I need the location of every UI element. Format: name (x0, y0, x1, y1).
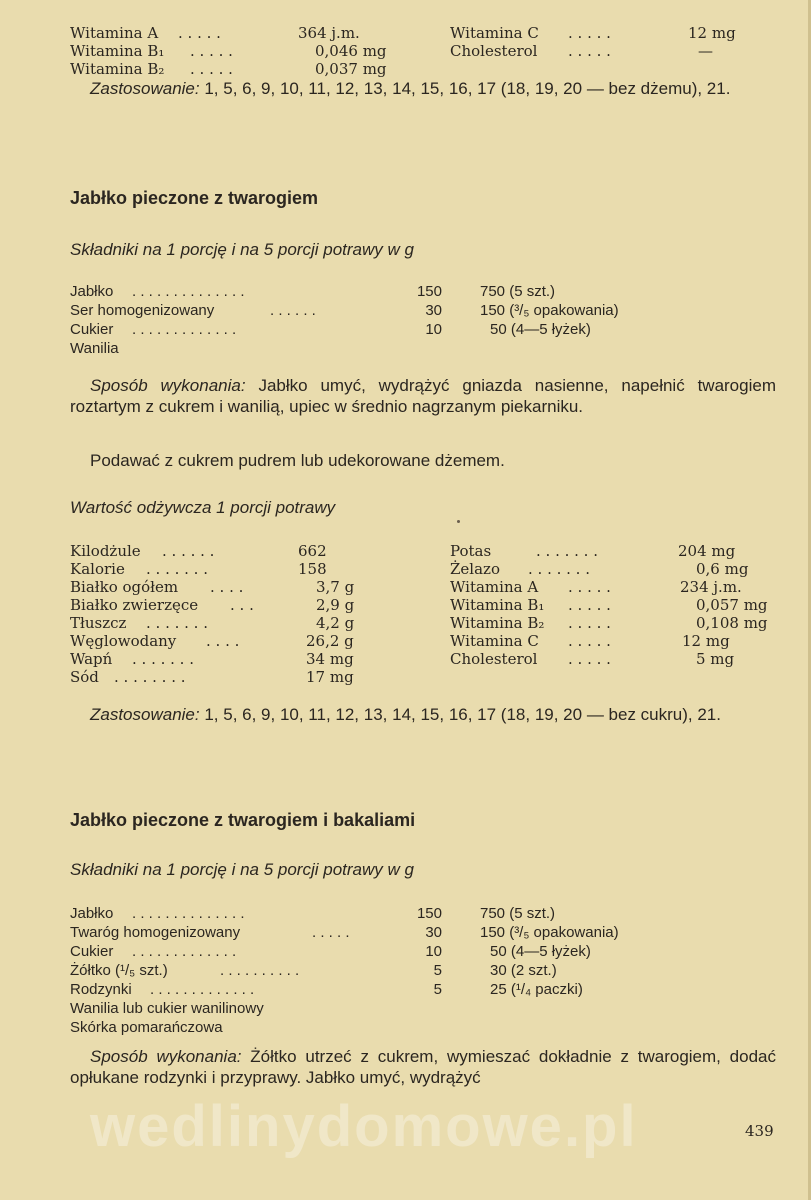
nutrient-value: 0,6 mg (696, 560, 749, 578)
nutrient-value: — (698, 42, 713, 60)
nutrient-value: 34 mg (306, 650, 354, 668)
nutrient-label: Tłuszcz (70, 614, 127, 632)
ingredient-dots: . . . . . (312, 924, 350, 941)
ingredient-grams-5: 750 (5 szt.) (480, 905, 556, 922)
ingredient-row (70, 320, 670, 339)
ingredient-row (70, 1018, 670, 1037)
usage-text: 1, 5, 6, 9, 10, 11, 12, 13, 14, 15, 16, 17 (18, 19, 20 — bez dżemu), 21. (199, 79, 731, 98)
ingredient-grams-5: 750 (5 szt.) (480, 283, 556, 300)
recipe1-method-paragraph (70, 375, 776, 417)
usage-text: 1, 5, 6, 9, 10, 11, 12, 13, 14, 15, 16, 17 (18, 19, 20 — bez cukru), 21. (199, 705, 721, 724)
nutrient-label: Białko zwierzęce (70, 596, 199, 614)
ingredient-grams-1: 30 (425, 302, 442, 319)
nutrient-label: Węglowodany (70, 632, 177, 650)
nutrient-label: Cholesterol (450, 650, 538, 668)
method-text: Jabłko umyć, wydrążyć gniazda nasienne, napełnić twarogiem roztartym z cukrem i wanilią, upiec w średnio nagrzanym piekarniku. (70, 376, 776, 416)
nutrition-row (70, 632, 770, 650)
nutrient-dots: . . . . . (568, 42, 611, 60)
recipe1-nutrition-table (70, 542, 770, 686)
ingredient-name: Żółtko (¹/₅ szt.) (70, 962, 168, 979)
method-text: Żółtko utrzeć z cukrem, wymieszać dokładnie z twarogiem, dodać opłukane rodzynki i przyprawy. Jabłko umyć, wydrążyć (70, 1047, 776, 1087)
nutrient-label: Potas (450, 542, 492, 560)
recipe2-ingredients-table (70, 904, 670, 1037)
nutrient-label: Witamina C (450, 632, 539, 650)
nutrient-dots: . . . . . . (162, 542, 215, 560)
top-nutrition-row (70, 60, 740, 78)
nutrient-dots: . . . . . . . (146, 614, 208, 632)
nutrient-dots: . . . . . (190, 42, 233, 60)
nutrient-dots: . . . . . (568, 614, 611, 632)
nutrition-row (70, 542, 770, 560)
nutrient-label: Sód (70, 668, 99, 686)
ingredient-row (70, 923, 670, 942)
ingredient-grams-5: 150 (³/₅ opakowania) (480, 302, 619, 319)
nutrition-row (70, 650, 770, 668)
nutrient-dots: . . . . . (568, 632, 611, 650)
top-usage-paragraph (70, 78, 776, 99)
ingredient-name: Cukier (70, 321, 114, 338)
ingredient-name: Wanilia (70, 340, 119, 357)
ingredient-name: Jabłko (70, 905, 114, 922)
ingredient-name: Twaróg homogenizowany (70, 924, 241, 941)
watermark: wedlinydomowe.pl (90, 1094, 638, 1159)
ingredient-grams-5: 150 (³/₅ opakowania) (480, 924, 619, 941)
nutrition-row (70, 614, 770, 632)
method-label: Sposób wykonania: (90, 376, 246, 395)
nutrient-value: 0,046 mg (315, 42, 387, 60)
recipe1-serving-paragraph (70, 450, 776, 471)
nutrient-value: 662 (298, 542, 327, 560)
ingredient-dots: . . . . . . . . . . . . . (150, 981, 255, 998)
nutrient-label: Witamina B₁ (450, 596, 545, 614)
nutrient-label: Kalorie (70, 560, 125, 578)
recipe2-title: Jabłko pieczone z twarogiem i bakaliami (70, 810, 416, 830)
nutrient-dots: . . . . . . . . (114, 668, 186, 686)
nutrient-label: Cholesterol (450, 42, 538, 60)
ingredient-name: Rodzynki (70, 981, 132, 998)
nutrient-dots: . . . . . . . (528, 560, 590, 578)
nutrition-row (70, 560, 770, 578)
nutrient-dots: . . . . . (568, 596, 611, 614)
nutrient-value: 364 j.m. (298, 24, 360, 42)
top-nutrition-row (70, 24, 740, 42)
ingredient-grams-1: 10 (425, 321, 442, 338)
nutrient-dots: . . . . (206, 632, 240, 650)
nutrient-dots: . . . . . (568, 578, 611, 596)
nutrient-dots: . . . . (210, 578, 244, 596)
ingredient-grams-1: 30 (425, 924, 442, 941)
serving-text: Podawać z cukrem pudrem lub udekorowane dżemem. (90, 451, 505, 470)
nutrient-label: Witamina A (70, 24, 159, 42)
nutrition-row (70, 578, 770, 596)
ingredient-row (70, 980, 670, 999)
ingredient-row (70, 904, 670, 923)
top-nutrition-row (70, 42, 740, 60)
ingredient-name: Jabłko (70, 283, 114, 300)
nutrient-dots: . . . . . . . (146, 560, 208, 578)
ingredient-row (70, 999, 670, 1018)
ingredient-name: Cukier (70, 943, 114, 960)
nutrient-label: Witamina B₂ (70, 60, 165, 78)
ingredient-dots: . . . . . . . . . . (220, 962, 300, 979)
print-speck (457, 520, 460, 523)
ingredient-grams-1: 10 (425, 943, 442, 960)
ingredient-name: Wanilia lub cukier wanilinowy (70, 1000, 264, 1017)
nutrient-value: 158 (298, 560, 327, 578)
top-nutrition-table (70, 24, 740, 78)
ingredient-name: Skórka pomarańczowa (70, 1019, 223, 1036)
nutrition-row (70, 668, 770, 686)
ingredient-grams-1: 150 (416, 283, 442, 300)
ingredient-row (70, 942, 670, 961)
ingredient-dots: . . . . . . (270, 302, 316, 319)
ingredient-name: Ser homogenizowany (70, 302, 215, 319)
nutrient-value: 234 j.m. (680, 578, 742, 596)
nutrient-label: Wapń (70, 650, 113, 668)
nutrient-value: 26,2 g (306, 632, 354, 650)
ingredient-row (70, 301, 670, 320)
usage-label: Zastosowanie: (90, 79, 200, 98)
nutrient-value: 3,7 g (316, 578, 355, 596)
nutrient-value: 204 mg (678, 542, 736, 560)
nutrient-value: 0,108 mg (696, 614, 768, 632)
nutrient-value: 5 mg (696, 650, 735, 668)
recipe1-nutrition-header: Wartość odżywcza 1 porcji potrawy (70, 498, 336, 517)
ingredient-grams-5: 25 (¹/₄ paczki) (490, 981, 583, 998)
nutrient-label: Kilodżule (70, 542, 141, 560)
nutrient-dots: . . . . . . . (536, 542, 598, 560)
recipe1-ingredients-table (70, 282, 670, 358)
nutrient-dots: . . . . . (190, 60, 233, 78)
nutrient-dots: . . . . . (568, 650, 611, 668)
nutrient-label: Żelazo (450, 560, 500, 578)
ingredient-grams-1: 5 (433, 981, 442, 998)
recipe1-title: Jabłko pieczone z twarogiem (70, 188, 319, 208)
nutrition-row (70, 596, 770, 614)
ingredient-grams-1: 5 (433, 962, 442, 979)
nutrient-label: Witamina C (450, 24, 539, 42)
recipe2-method-paragraph (70, 1046, 776, 1088)
nutrient-dots: . . . (230, 596, 254, 614)
nutrient-value: 2,9 g (316, 596, 355, 614)
recipe1-ingredients-header: Składniki na 1 porcję i na 5 porcji potrawy w g (70, 240, 414, 259)
ingredient-row (70, 961, 670, 980)
ingredient-dots: . . . . . . . . . . . . . (132, 321, 237, 338)
nutrient-label: Witamina B₂ (450, 614, 545, 632)
nutrient-label: Witamina B₁ (70, 42, 165, 60)
recipe1-usage-paragraph (70, 704, 776, 725)
nutrient-dots: . . . . . (178, 24, 221, 42)
nutrient-value: 4,2 g (316, 614, 355, 632)
method-label: Sposób wykonania: (90, 1047, 242, 1066)
ingredient-row (70, 339, 670, 358)
nutrient-value: 17 mg (306, 668, 354, 686)
nutrient-dots: . . . . . (568, 24, 611, 42)
nutrient-value: 12 mg (682, 632, 730, 650)
recipe2-ingredients-header: Składniki na 1 porcję i na 5 porcji potrawy w g (70, 860, 414, 879)
usage-label: Zastosowanie: (90, 705, 200, 724)
ingredient-grams-5: 30 (2 szt.) (490, 962, 557, 979)
nutrient-label: Witamina A (450, 578, 539, 596)
nutrient-label: Białko ogółem (70, 578, 179, 596)
ingredient-grams-5: 50 (4—5 łyżek) (490, 943, 591, 960)
nutrient-value: 0,037 mg (315, 60, 387, 78)
ingredient-dots: . . . . . . . . . . . . . (132, 943, 237, 960)
ingredient-dots: . . . . . . . . . . . . . . (132, 283, 245, 300)
ingredient-row (70, 282, 670, 301)
page-number: 439 (745, 1122, 774, 1140)
nutrient-value: 0,057 mg (696, 596, 768, 614)
ingredient-grams-1: 150 (416, 905, 442, 922)
nutrient-value: 12 mg (688, 24, 736, 42)
ingredient-dots: . . . . . . . . . . . . . . (132, 905, 245, 922)
ingredient-grams-5: 50 (4—5 łyżek) (490, 321, 591, 338)
nutrient-dots: . . . . . . . (132, 650, 194, 668)
